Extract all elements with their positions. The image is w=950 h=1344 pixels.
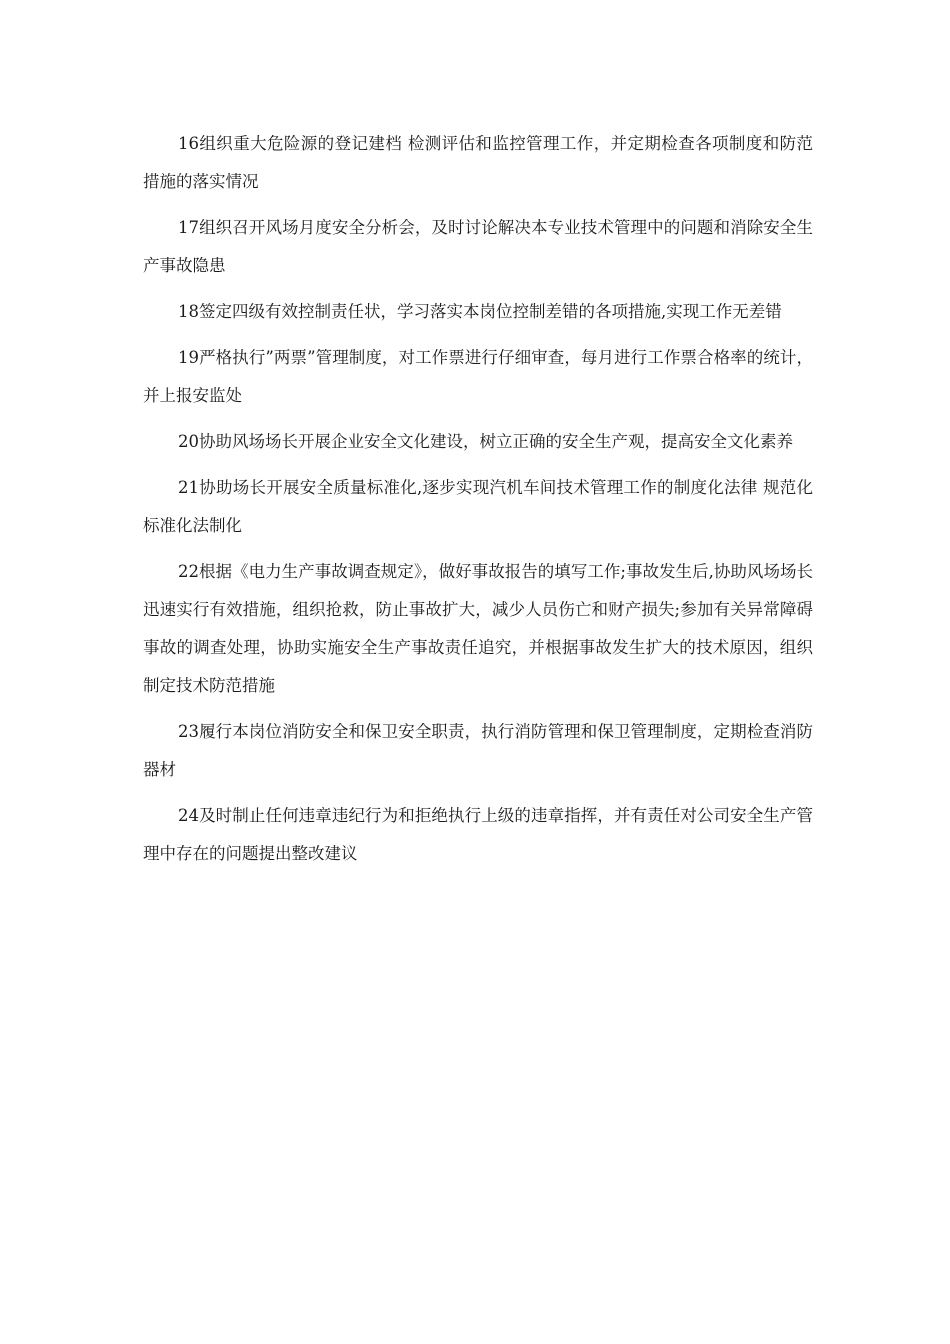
paragraph-item-17: 17组织召开风场月度安全分析会，及时讨论解决本专业技术管理中的问题和消除安全生产事故隐患 [143, 218, 813, 275]
paragraph-item-21: 21协助场长开展安全质量标准化,逐步实现汽机车间技术管理工作的制度化法律 规范化标准化法制化 [143, 478, 813, 535]
paragraph-item-19: 19严格执行”两票”管理制度，对工作票进行仔细审查，每月进行工作票合格率的统计，并上报安监处 [143, 348, 813, 405]
paragraph-item-16: 16组织重大危险源的登记建档 检测评估和监控管理工作，并定期检查各项制度和防范措施的落实情况 [143, 134, 813, 191]
paragraph-item-24: 24及时制止任何违章违纪行为和拒绝执行上级的违章指挥，并有责任对公司安全生产管理中存在的问题提出整改建议 [143, 806, 813, 863]
document-body [143, 125, 813, 881]
paragraph-item-20: 20协助风场场长开展企业安全文化建设，树立正确的安全生产观，提高安全文化素养 [178, 432, 793, 451]
paragraph-item-23: 23履行本岗位消防安全和保卫安全职责，执行消防管理和保卫管理制度，定期检查消防器材 [143, 722, 813, 779]
paragraph-item-18: 18签定四级有效控制责任状，学习落实本岗位控制差错的各项措施,实现工作无差错 [178, 302, 782, 321]
paragraph-item-22: 22根据《电力生产事故调查规定》，做好事故报告的填写工作;事故发生后,协助风场场长迅速实行有效措施，组织抢救，防止事故扩大，减少人员伤亡和财产损失;参加有关异常障碍事故的调查处理，协助实施安全生产事故责任追究，并根据事故发生扩大的技术原因，组织制定技术防范措施 [143, 562, 813, 695]
